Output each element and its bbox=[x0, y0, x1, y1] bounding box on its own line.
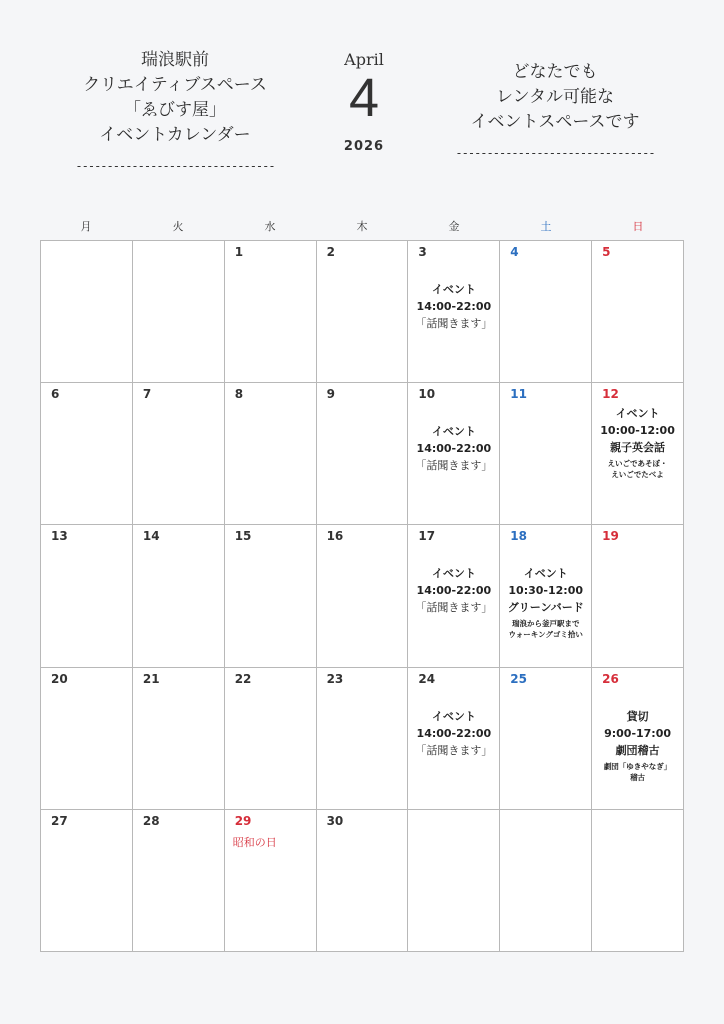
weekday-mon: 月 bbox=[80, 220, 92, 233]
event-title: 貸切 bbox=[626, 709, 649, 723]
year: 2026 bbox=[343, 139, 385, 154]
event-note: 稽古 bbox=[630, 772, 646, 782]
day-number: 11 bbox=[510, 387, 527, 402]
header-left-title bbox=[50, 48, 300, 179]
day-cell[interactable] bbox=[500, 383, 592, 525]
event-title: イベント bbox=[431, 283, 476, 296]
day-number: 12 bbox=[602, 387, 619, 402]
event-note: 「話聞きます」 bbox=[415, 601, 493, 615]
day-cell[interactable] bbox=[500, 525, 592, 667]
event-note: ウォーキングゴミ拾い bbox=[508, 630, 583, 640]
day-cell[interactable] bbox=[500, 668, 592, 810]
weekday-thu: 木 bbox=[356, 220, 368, 233]
day-cell-empty bbox=[592, 810, 684, 952]
day-cell[interactable] bbox=[225, 525, 317, 667]
header-line: 「ゑびす屋」 bbox=[124, 100, 226, 120]
event-note: 「話聞きます」 bbox=[415, 743, 493, 757]
day-number: 28 bbox=[142, 813, 160, 828]
day-cell-empty bbox=[41, 241, 133, 383]
event bbox=[408, 281, 499, 332]
day-cell[interactable] bbox=[592, 383, 684, 525]
day-number: 27 bbox=[51, 813, 68, 828]
month-number: 4 bbox=[348, 68, 380, 128]
weekday-wed: 水 bbox=[264, 220, 276, 233]
weekday-fri: 金 bbox=[448, 220, 460, 233]
dashed-divider: -------------------------------- bbox=[75, 159, 275, 173]
event-note: えいごでたべよ bbox=[611, 470, 664, 480]
weekday-header bbox=[40, 218, 684, 234]
day-cell[interactable] bbox=[133, 668, 225, 810]
event-time: 10:00-12:00 bbox=[600, 424, 675, 438]
event-time: 14:00-22:00 bbox=[416, 442, 492, 456]
day-cell[interactable] bbox=[500, 241, 592, 383]
day-cell[interactable] bbox=[133, 525, 225, 667]
day-cell[interactable] bbox=[133, 810, 225, 952]
event bbox=[500, 565, 591, 640]
header-right-text bbox=[430, 60, 680, 166]
day-number: 25 bbox=[510, 671, 527, 686]
day-cell-empty bbox=[133, 241, 225, 383]
day-number: 7 bbox=[142, 387, 152, 402]
day-cell[interactable] bbox=[41, 383, 133, 525]
event-note: えいごであそぼ・ bbox=[607, 459, 668, 469]
weekday-sun: 日 bbox=[632, 220, 644, 233]
day-number: 30 bbox=[326, 813, 344, 828]
day-number: 3 bbox=[418, 245, 427, 259]
event bbox=[408, 423, 499, 474]
dashed-divider: -------------------------------- bbox=[455, 146, 655, 160]
day-cell[interactable] bbox=[408, 241, 500, 383]
day-cell[interactable] bbox=[317, 241, 409, 383]
day-cell[interactable] bbox=[317, 525, 409, 667]
day-number: 13 bbox=[51, 529, 68, 544]
day-number: 26 bbox=[602, 671, 619, 686]
day-cell[interactable] bbox=[225, 383, 317, 525]
event-name: グリーンバード bbox=[507, 601, 584, 615]
day-cell[interactable] bbox=[133, 383, 225, 525]
day-number: 5 bbox=[602, 245, 611, 259]
day-cell[interactable] bbox=[225, 810, 317, 952]
day-cell-empty bbox=[500, 810, 592, 952]
event-title: イベント bbox=[431, 425, 476, 439]
day-number: 15 bbox=[234, 529, 252, 544]
day-number: 8 bbox=[234, 387, 244, 402]
day-number: 20 bbox=[51, 671, 68, 686]
header-line: どなたでも bbox=[512, 62, 598, 82]
day-cell[interactable] bbox=[408, 668, 500, 810]
holiday-label: 昭和の日 bbox=[232, 835, 277, 849]
day-cell[interactable] bbox=[41, 525, 133, 667]
header-line: イベントカレンダー bbox=[99, 125, 251, 145]
day-number: 14 bbox=[142, 529, 160, 544]
event-time: 14:00-22:00 bbox=[416, 726, 492, 740]
day-cell[interactable] bbox=[225, 241, 317, 383]
event bbox=[592, 405, 683, 480]
day-number: 9 bbox=[326, 387, 335, 402]
header-line: 瑞浪駅前 bbox=[141, 50, 209, 70]
header-line: クリエイティブスペース bbox=[83, 75, 267, 95]
event-time: 14:00-22:00 bbox=[416, 300, 492, 313]
day-number: 18 bbox=[510, 529, 527, 544]
event-title: イベント bbox=[523, 567, 568, 581]
event bbox=[408, 708, 499, 759]
day-number: 4 bbox=[510, 245, 519, 259]
day-cell[interactable] bbox=[592, 525, 684, 667]
event-name: 劇団稽古 bbox=[615, 743, 660, 757]
day-cell[interactable] bbox=[225, 668, 317, 810]
month-name: April bbox=[344, 50, 384, 69]
event-time: 14:00-22:00 bbox=[416, 584, 492, 598]
event-title: イベント bbox=[431, 567, 476, 581]
header-line: イベントスペースです bbox=[470, 112, 640, 132]
day-cell[interactable] bbox=[317, 668, 409, 810]
day-number: 21 bbox=[142, 671, 160, 686]
day-cell[interactable] bbox=[41, 810, 133, 952]
event bbox=[592, 708, 683, 783]
day-cell[interactable] bbox=[408, 525, 500, 667]
day-cell[interactable] bbox=[592, 668, 684, 810]
weekday-tue: 火 bbox=[172, 220, 184, 233]
event-note: 瑞浪から釜戸駅まで bbox=[511, 619, 580, 629]
day-number: 6 bbox=[51, 387, 60, 402]
day-number: 19 bbox=[602, 529, 619, 544]
day-number: 17 bbox=[418, 529, 436, 544]
event-title: イベント bbox=[615, 407, 660, 421]
event-note: 「話聞きます」 bbox=[415, 459, 493, 473]
day-number: 16 bbox=[326, 529, 344, 544]
day-number: 22 bbox=[234, 671, 252, 686]
day-cell[interactable] bbox=[317, 383, 409, 525]
day-cell-empty bbox=[408, 810, 500, 952]
day-number: 24 bbox=[418, 671, 436, 686]
day-cell[interactable] bbox=[41, 668, 133, 810]
header-line: レンタル可能な bbox=[496, 87, 614, 107]
event-time: 9:00-17:00 bbox=[604, 726, 672, 740]
calendar-grid bbox=[40, 240, 684, 952]
day-number: 1 bbox=[234, 245, 244, 259]
day-number: 29 bbox=[234, 813, 252, 828]
month-block bbox=[324, 50, 404, 154]
day-cell[interactable] bbox=[317, 810, 409, 952]
day-cell[interactable] bbox=[408, 383, 500, 525]
event-title: イベント bbox=[431, 709, 476, 723]
day-cell[interactable] bbox=[592, 241, 684, 383]
event bbox=[408, 565, 499, 616]
day-number: 10 bbox=[418, 387, 436, 402]
day-number: 23 bbox=[326, 671, 344, 686]
weekday-sat: 土 bbox=[540, 220, 552, 233]
event-time: 10:30-12:00 bbox=[508, 584, 583, 598]
event-note: 「話聞きます」 bbox=[415, 317, 493, 330]
day-number: 2 bbox=[326, 245, 335, 259]
event-note: 劇団「ゆきやなぎ」 bbox=[603, 761, 672, 771]
event-name: 親子英会話 bbox=[610, 441, 666, 455]
